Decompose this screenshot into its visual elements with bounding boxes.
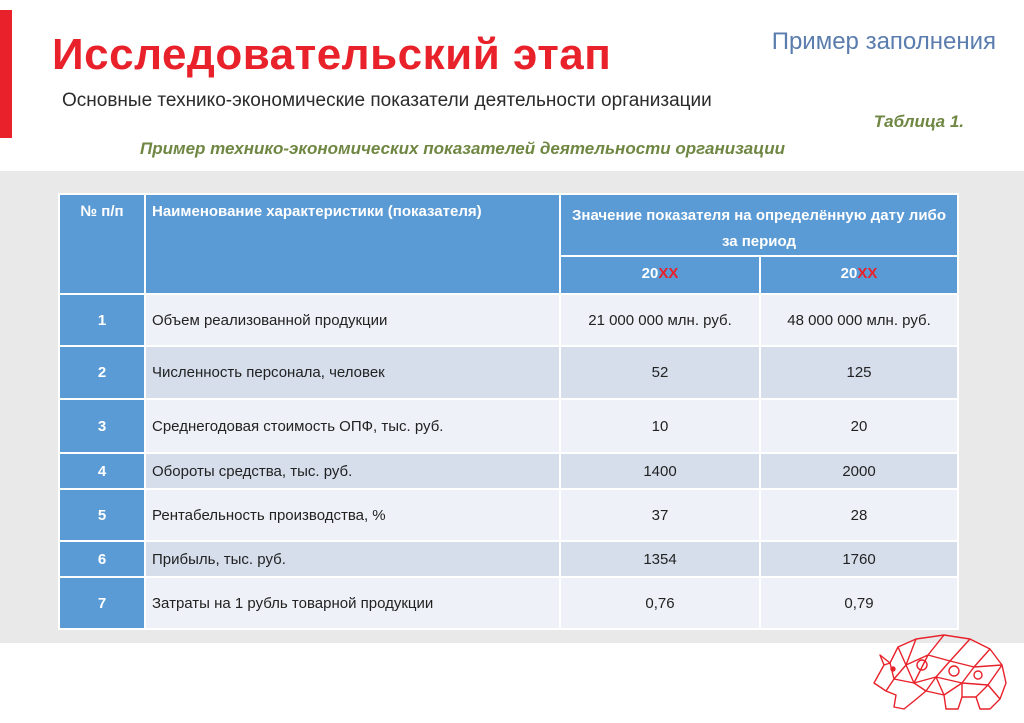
table-row [59,294,958,346]
row-value-2: 48 000 000 млн. руб. [760,294,958,346]
kpi-table [58,193,959,630]
header-year-2: 20XX [760,256,958,294]
table-row [59,489,958,541]
row-number: 6 [59,541,145,577]
row-number: 2 [59,346,145,399]
row-value-2: 1760 [760,541,958,577]
table-caption: Пример технико-экономических показателей деятельности организации [140,139,785,158]
row-number: 7 [59,577,145,629]
row-value-1: 37 [560,489,760,541]
row-name: Прибыль, тыс. руб. [145,541,560,577]
row-number: 5 [59,489,145,541]
sample-label: Пример заполнения [771,28,996,55]
accent-bar [0,10,12,138]
table-row [59,399,958,453]
row-value-2: 125 [760,346,958,399]
rhino-logo-icon [866,625,1016,715]
row-value-1: 10 [560,399,760,453]
row-value-2: 2000 [760,453,958,489]
row-name: Среднегодовая стоимость ОПФ, тыс. руб. [145,399,560,453]
row-value-2: 0,79 [760,577,958,629]
page-title: Исследовательский этап [52,30,612,79]
row-value-1: 0,76 [560,577,760,629]
table-row [59,541,958,577]
table-number: Таблица 1. [873,112,964,131]
row-value-1: 1400 [560,453,760,489]
row-name: Рентабельность производства, % [145,489,560,541]
row-number: 3 [59,399,145,453]
row-name: Численность персонала, человек [145,346,560,399]
table-row [59,346,958,399]
header-name: Наименование характеристики (показателя) [145,194,560,294]
row-value-2: 20 [760,399,958,453]
row-name: Обороты средства, тыс. руб. [145,453,560,489]
row-name: Затраты на 1 рубль товарной продукции [145,577,560,629]
header-values: Значение показателя на определённую дату либо за период [560,194,958,256]
row-number: 1 [59,294,145,346]
row-number: 4 [59,453,145,489]
row-value-1: 1354 [560,541,760,577]
header-num: № п/п [59,194,145,294]
table-row [59,577,958,629]
row-value-1: 52 [560,346,760,399]
row-value-1: 21 000 000 млн. руб. [560,294,760,346]
header-year-1: 20XX [560,256,760,294]
page-subtitle: Основные технико-экономические показатели деятельности организации [62,90,712,111]
row-value-2: 28 [760,489,958,541]
row-name: Объем реализованной продукции [145,294,560,346]
table-row [59,453,958,489]
